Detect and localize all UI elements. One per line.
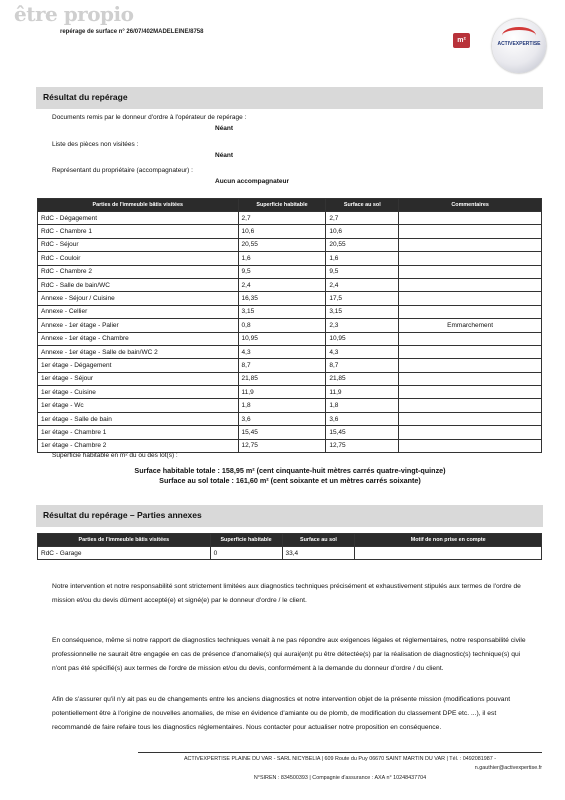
paragraph-recommendation: Afin de s'assurer qu'il n'y ait pas eu de changements entre les anciens diagnostics et notre intervention objet de la présente mission (modifications pouvant potentiellement être à l'origine de nouvelles anomalies, de mise en évidence d'amiante ou de plomb, de modification du classement DPE etc. ...), il est recommandé de faire refaire tous les diagnostics réglementaires. Nous contacter pour actualiser notre proposition en conséquence. [52,696,511,731]
cell-floor: 20,55 [326,238,399,251]
activexpertise-logo [492,19,546,73]
cell-part: 1er étage - Dégagement [38,359,239,372]
cell-comment [399,292,542,305]
section-title: Résultat du repérage – Parties annexes [43,510,202,520]
table-row [38,212,542,225]
cell-floor: 33,4 [282,547,355,560]
cell-habitable: 15,45 [238,426,326,439]
footer-line-1: ACTIVEXPERTISE PLAINE DU VAR - SARL NICYBELIA | 609 Route du Puy 06670 SAINT MARTIN DU VAR | Tél. : 0492081987 - [183,756,497,762]
cell-comment [399,386,542,399]
col-header-floor: Surface au sol [282,534,355,547]
paragraph-consequence: En conséquence, même si notre rapport de diagnostics techniques venait à ne pas répondre aux exigences légales et réglementaires, notre responsabilité civile professionnelle ne saurait être engagée en cas de présence d'anomalie(s) qui aurai(en)t pu être détectée(s) par la réalisation de diagnostic(s) technique(s) qui n'ont pas été spécifié(s) aux termes de l'ordre de mission et/ou du devis, conformément à la demande du donneur d'ordre / du client. [52,637,526,672]
cell-floor: 10,6 [326,225,399,238]
col-header-habitable: Superficie habitable [238,199,326,212]
table-row [38,372,542,385]
cell-habitable: 12,75 [238,439,326,452]
section-header-result [36,87,543,109]
cell-part: RdC - Garage [38,547,211,560]
table-row [38,319,542,332]
table-row [38,345,542,358]
cell-habitable: 2,7 [238,212,326,225]
cell-comment [399,399,542,412]
table-row [38,238,542,251]
cell-comment [399,225,542,238]
cell-comment [399,426,542,439]
cell-comment [399,278,542,291]
cell-habitable: 2,4 [238,278,326,291]
cell-part: 1er étage - Chambre 2 [38,439,239,452]
footer-divider [138,752,542,753]
cell-comment [399,212,542,225]
cell-floor: 21,85 [326,372,399,385]
cell-part: Annexe - 1er étage - Palier [38,319,239,332]
cell-habitable: 10,6 [238,225,326,238]
table-row [38,332,542,345]
paragraph-responsibility: Notre intervention et notre responsabilité sont strictement limitées aux diagnostics techniques précisément et exhaustivement stipulés aux termes de l'ordre de mission et/ou du devis dûment accepté(e) et signé(e) par le donneur d'ordre / le client. [52,583,521,604]
cell-habitable: 10,95 [238,332,326,345]
table-row [38,359,542,372]
cell-comment [399,359,542,372]
cell-habitable: 1,6 [238,252,326,265]
cell-habitable: 16,35 [238,292,326,305]
cell-comment [399,372,542,385]
section-title: Résultat du repérage [43,92,128,102]
cell-comment [399,252,542,265]
cell-floor: 8,7 [326,359,399,372]
cell-habitable: 20,55 [238,238,326,251]
representative-value: Aucun accompagnateur [215,178,290,185]
table-header-row [38,199,542,212]
table-row [38,305,542,318]
cell-habitable: 8,7 [238,359,326,372]
cell-comment [399,345,542,358]
cell-floor: 2,3 [326,319,399,332]
cell-habitable: 0 [210,547,282,560]
cell-part: RdC - Chambre 2 [38,265,239,278]
cell-comment [399,265,542,278]
footer-email: n.gauthier@activexpertise.fr [474,765,542,771]
cell-part: Annexe - Cellier [38,305,239,318]
table-row [38,225,542,238]
cell-floor: 4,3 [326,345,399,358]
annex-table [37,533,542,560]
table-row [38,426,542,439]
section-header-annexes [36,505,543,527]
representative-label: Représentant du propriétaire (accompagnateur) : [52,167,193,174]
cell-part: RdC - Dégagement [38,212,239,225]
cell-comment [399,305,542,318]
table-row [38,278,542,291]
cell-habitable: 1,8 [238,399,326,412]
total-habitable: Surface habitable totale : 158,95 m² (cent cinquante-huit mètres carrés quatre-vingt-quinze) [134,466,446,475]
cell-habitable: 3,6 [238,412,326,425]
rooms-not-visited-value: Néant [215,152,234,159]
cell-habitable: 9,5 [238,265,326,278]
col-header-habitable: Superficie habitable [210,534,282,547]
table-row [38,412,542,425]
surface-table [37,198,542,453]
col-header-parts: Parties de l'immeuble bâtis visitées [38,534,211,547]
cell-habitable: 11,9 [238,386,326,399]
table-header-row [38,534,542,547]
cell-part: 1er étage - Séjour [38,372,239,385]
cell-habitable: 21,85 [238,372,326,385]
cell-part: RdC - Salle de bain/WC [38,278,239,291]
rooms-not-visited-label: Liste des pièces non visitées : [52,141,139,148]
col-header-comments: Commentaires [399,199,542,212]
cell-part: Annexe - Séjour / Cuisine [38,292,239,305]
col-header-reason: Motif de non prise en compte [355,534,542,547]
cell-habitable: 3,15 [238,305,326,318]
cell-habitable: 0,8 [238,319,326,332]
cell-floor: 2,7 [326,212,399,225]
cell-floor: 3,6 [326,412,399,425]
cell-comment [399,238,542,251]
cell-comment [399,332,542,345]
cell-part: 1er étage - Chambre 1 [38,426,239,439]
m2-badge-icon: m² [453,33,470,48]
cell-part: Annexe - 1er étage - Salle de bain/WC 2 [38,345,239,358]
cell-comment [399,439,542,452]
cell-floor: 9,5 [326,265,399,278]
cell-part: RdC - Chambre 1 [38,225,239,238]
logo-text: ACTIVEXPERTISE [497,41,541,47]
cell-floor: 1,6 [326,252,399,265]
documents-label: Documents remis par le donneur d'ordre à l'opérateur de repérage : [52,114,247,121]
col-header-floor: Surface au sol [326,199,399,212]
documents-value: Néant [215,125,234,132]
table-row [38,386,542,399]
table-row [38,399,542,412]
col-header-parts: Parties de l'immeuble bâtis visitées [38,199,239,212]
cell-part: Annexe - 1er étage - Chambre [38,332,239,345]
cell-part: 1er étage - Cuisine [38,386,239,399]
footer-line-3: N°SIREN : 834500393 | Compagnie d'assurance : AXA n° 10248437704 [253,775,427,781]
table-row [38,439,542,452]
cell-comment: Emmarchement [399,319,542,332]
cell-floor: 11,9 [326,386,399,399]
sum-label: Superficie habitable en m² du ou des lot(s) : [52,452,178,459]
cell-part: 1er étage - Wc [38,399,239,412]
cell-floor: 3,15 [326,305,399,318]
cell-comment [399,412,542,425]
cell-floor: 2,4 [326,278,399,291]
cell-floor: 1,8 [326,399,399,412]
table-row [38,265,542,278]
cell-comment [355,547,542,560]
watermark-logo: être propio [14,2,134,26]
cell-floor: 10,95 [326,332,399,345]
table-row [38,252,542,265]
cell-floor: 12,75 [326,439,399,452]
table-row [38,547,542,560]
cell-part: RdC - Couloir [38,252,239,265]
cell-floor: 17,5 [326,292,399,305]
table-row [38,292,542,305]
cell-floor: 15,45 [326,426,399,439]
cell-habitable: 4,3 [238,345,326,358]
total-floor: Surface au sol totale : 161,60 m² (cent soixante et un mètres carrés soixante) [159,476,421,485]
document-title: repérage de surface n° 26/07/402MADELEINE/8758 [60,29,204,35]
cell-part: 1er étage - Salle de bain [38,412,239,425]
cell-part: RdC - Séjour [38,238,239,251]
